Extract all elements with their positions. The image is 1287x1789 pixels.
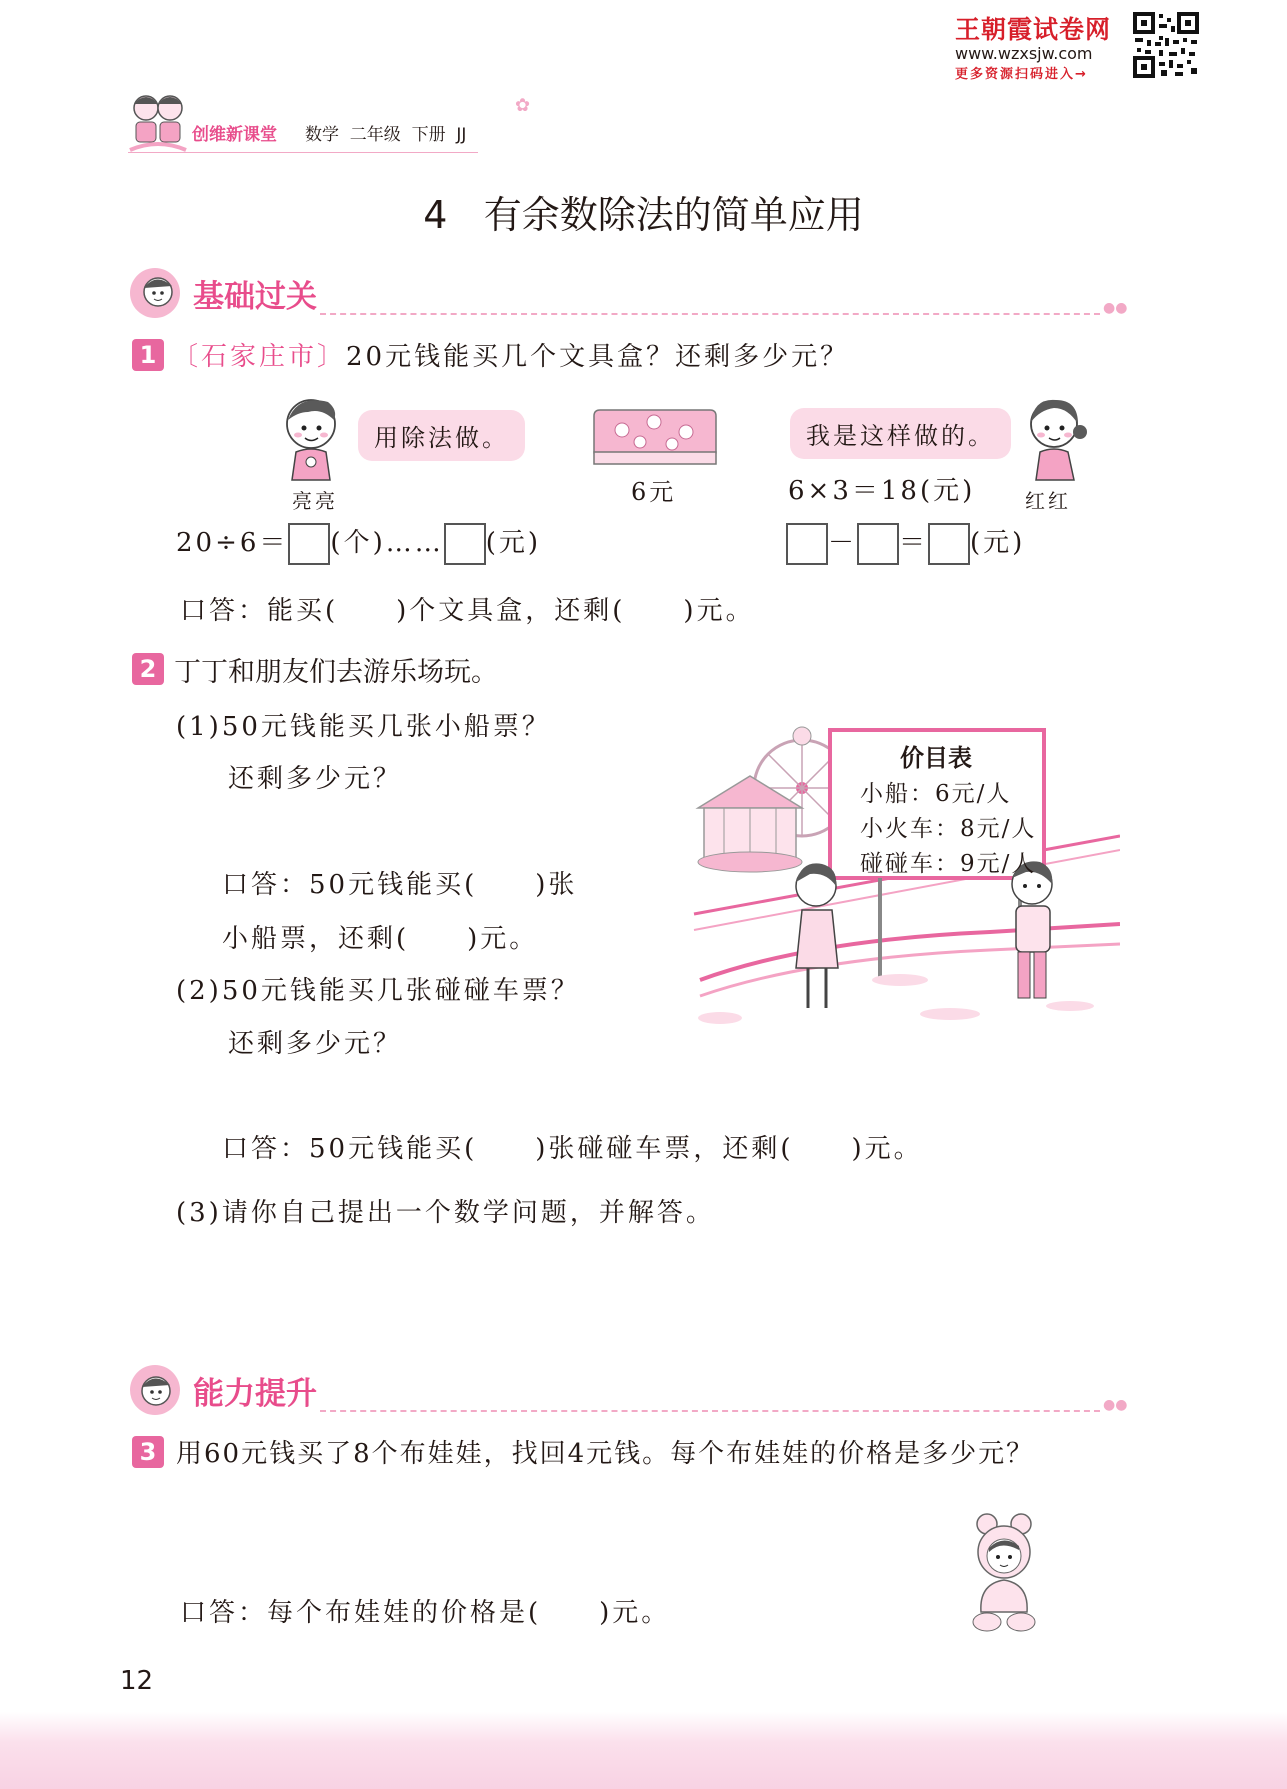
boy-name: 亮亮 <box>292 489 338 513</box>
eq-unit-ge: (个)…… <box>330 528 444 558</box>
qr-code-icon[interactable] <box>1133 12 1199 78</box>
q1-number-badge: 1 <box>132 339 164 371</box>
q1-subtraction-equation <box>786 522 1025 565</box>
section-basic-icon <box>128 266 182 320</box>
price-board <box>834 738 1038 878</box>
brand-name: 王朝霞试卷网 <box>955 15 1112 44</box>
q2-text: 丁丁和朋友们去游乐场玩。 <box>174 657 498 688</box>
girl-equation: 6×3＝18(元) <box>788 476 976 506</box>
pencil-box-icon <box>592 408 718 468</box>
header-divider <box>128 152 478 153</box>
q2-part3: (3)请你自己提出一个数学问题，并解答。 <box>176 1198 715 1228</box>
eq-left-prefix: 20÷6＝ <box>176 528 289 558</box>
girl-honghong-icon <box>1018 390 1094 482</box>
q2-part1-answer-line1[interactable]: 口答：50元钱能买( )张 <box>222 870 578 900</box>
header-info: 数学 二年级 下册 JJ <box>305 125 467 145</box>
q3-answer[interactable]: 口答：每个布娃娃的价格是( )元。 <box>180 1598 671 1628</box>
q1-source: 〔石家庄市〕 <box>172 342 347 372</box>
q2-part2-line1: (2)50元钱能买几张碰碰车票？ <box>176 976 580 1006</box>
price-board-row: 小火车：8元/人 <box>860 816 1037 842</box>
section-advanced-title: 能力提升 <box>193 1376 317 1412</box>
girl-name: 红红 <box>1025 489 1071 513</box>
bottom-decoration-band <box>0 1712 1287 1789</box>
pencil-box-price: 6元 <box>631 478 677 506</box>
q2-number-badge: 2 <box>132 653 164 685</box>
remainder-answer-box[interactable] <box>444 523 486 565</box>
header-series: 创维新课堂 <box>192 125 277 145</box>
eq-unit-yuan: (元) <box>485 528 542 558</box>
section-advanced-dots-icon: ●● <box>1103 1397 1128 1413</box>
price-board-title: 价目表 <box>900 744 972 772</box>
q2-part1-line2: 还剩多少元？ <box>228 764 403 794</box>
page-number: 12 <box>120 1666 154 1696</box>
q2-part1-answer-line2[interactable]: 小船票，还剩( )元。 <box>222 924 539 954</box>
brand-scan-hint: 更多资源扫码进入→ <box>955 67 1088 82</box>
q3-text: 用60元钱买了8个布娃娃，找回4元钱。每个布娃娃的价格是多少元？ <box>176 1439 1035 1469</box>
section-basic-dots-icon: ●● <box>1103 300 1128 316</box>
q2-part2-answer[interactable]: 口答：50元钱能买( )张碰碰车票，还剩( )元。 <box>222 1134 923 1164</box>
lesson-title: 4 有余数除法的简单应用 <box>423 193 864 237</box>
girl-speech-bubble: 我是这样做的。 <box>790 408 1011 459</box>
minuend-answer-box[interactable] <box>786 523 828 565</box>
boy-liangliang-icon <box>278 390 344 482</box>
boy-speech-bubble: 用除法做。 <box>358 410 525 461</box>
header-mascot-icon <box>124 88 192 154</box>
brand-logo <box>955 10 1133 82</box>
q1-answer[interactable]: 口答：能买( )个文具盒，还剩( )元。 <box>180 596 755 626</box>
eq-unit-yuan-2: (元) <box>970 528 1026 558</box>
q1-question <box>172 336 849 373</box>
quotient-answer-box[interactable] <box>288 523 330 565</box>
eq-equals: ＝ <box>899 528 929 558</box>
difference-answer-box[interactable] <box>928 523 970 565</box>
price-board-row: 碰碰车：9元/人 <box>860 851 1037 877</box>
section-advanced-divider <box>320 1410 1100 1412</box>
q1-text: 20元钱能买几个文具盒？还剩多少元？ <box>346 342 850 372</box>
eq-minus: － <box>828 528 858 558</box>
q1-division-equation <box>176 522 541 565</box>
section-basic-divider <box>320 313 1100 315</box>
q2-part1-line1: (1)50元钱能买几张小船票？ <box>176 712 551 742</box>
subtrahend-answer-box[interactable] <box>857 523 899 565</box>
price-board-row: 小船：6元/人 <box>860 781 1012 807</box>
section-basic-title: 基础过关 <box>193 279 317 315</box>
q2-part2-line2: 还剩多少元？ <box>228 1029 403 1059</box>
doll-illustration <box>965 1512 1043 1636</box>
header-flower-icon: ✿ <box>515 95 531 116</box>
brand-url[interactable]: www.wzxsjw.com <box>955 44 1093 63</box>
section-advanced-icon <box>128 1363 182 1417</box>
q3-number-badge: 3 <box>132 1436 164 1468</box>
